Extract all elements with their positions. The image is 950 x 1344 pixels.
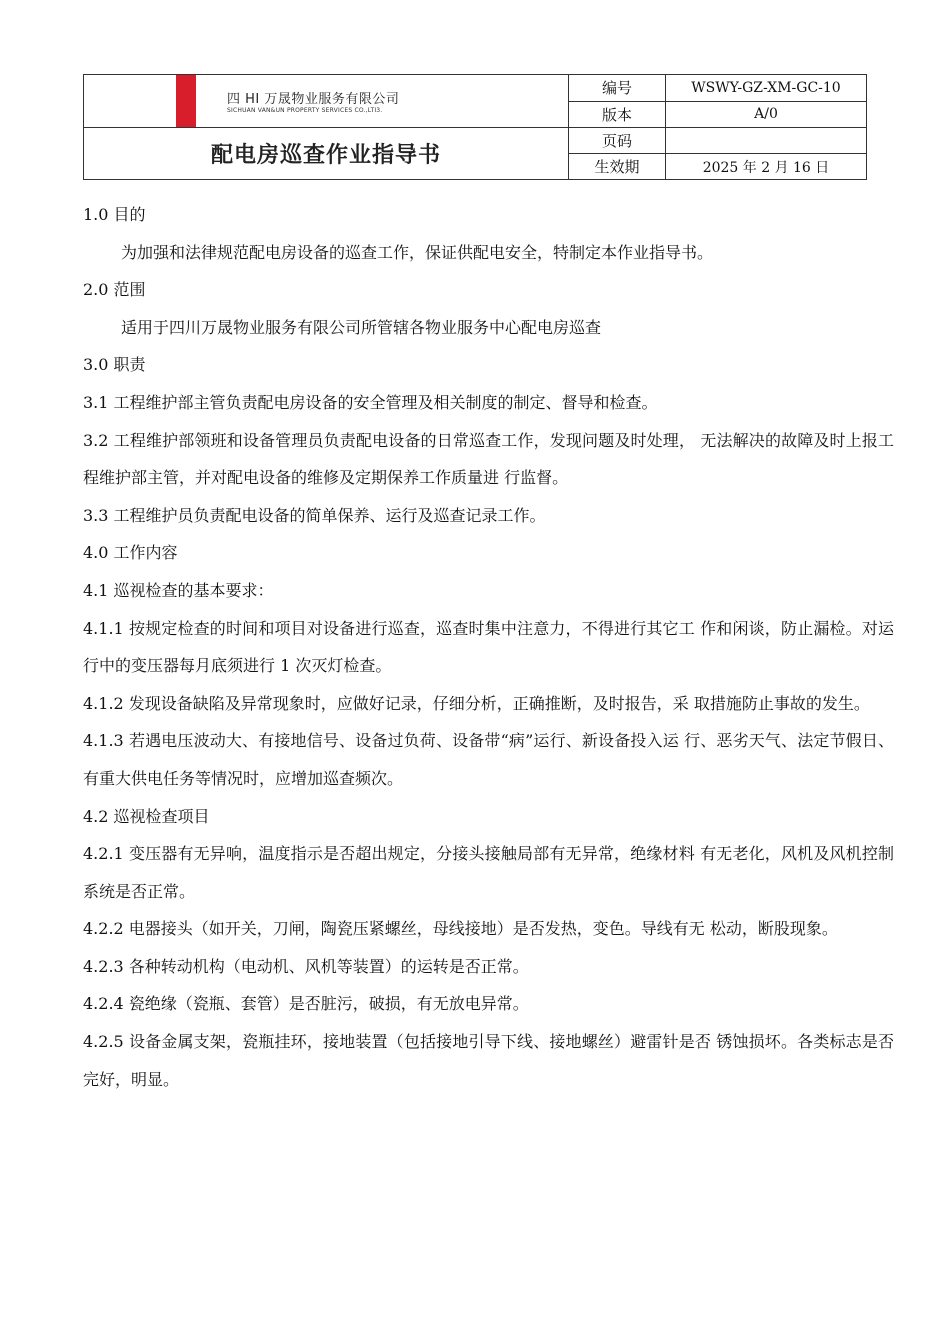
paragraph: 4.2.4 瓷绝缘（瓷瓶、套管）是否脏污，破损，有无放电异常。	[83, 994, 529, 1014]
paragraph: 4.1.3 若遇电压波动大、有接地信号、设备过负荷、设备带“病”运行、新设备投入运 行、恶劣天气、法定节假日、有重大供电任务等情况时，应增加巡查频次。	[83, 731, 894, 788]
field-label-number: 编号	[569, 75, 666, 102]
paragraph: 4.0 工作内容	[83, 543, 178, 563]
paragraph: 3.3 工程维护员负责配电设备的简单保养、运行及巡查记录工作。	[83, 505, 546, 525]
field-value-page	[666, 128, 867, 154]
paragraph: 适用于四川万晟物业服务有限公司所管辖各物业服务中心配电房巡查	[121, 317, 602, 337]
field-value-version: A/0	[666, 101, 867, 128]
paragraph: 为加强和法律规范配电房设备的巡查工作，保证供配电安全，特制定本作业指导书。	[121, 242, 714, 262]
paragraph: 4.2.5 设备金属支架，瓷瓶挂环，接地装置（包括接地引导下线、接地螺丝）避雷针是否 锈蚀损坏。各类标志是否完好，明显。	[83, 1032, 894, 1089]
company-name-cn: 四 HI 万晟物业服务有限公司	[227, 92, 400, 107]
field-value-number: WSWY-GZ-XM-GC-10	[666, 75, 867, 102]
paragraph: 3.1 工程维护部主管负责配电房设备的安全管理及相关制度的制定、督导和检查。	[83, 392, 658, 412]
paragraph: 4.1.1 按规定检查的时间和项目对设备进行巡查，巡查时集中注意力，不得进行其它工 作和闲谈，防止漏检。对运行中的变压器每月底须进行 1 次灭灯检查。	[83, 618, 894, 676]
field-label-version: 版本	[569, 101, 666, 128]
document-header	[83, 74, 867, 180]
document-body	[83, 196, 894, 1098]
paragraph: 4.2.2 电器接头（如开关，刀闸，陶瓷压紧螺丝，母线接地）是否发热，变色。导线有无 松动，断股现象。	[83, 919, 838, 939]
paragraph: 1.0 目的	[83, 205, 146, 224]
company-logo	[84, 75, 568, 127]
field-value-effective-date: 2025 年 2 月 16 日	[666, 154, 867, 180]
paragraph: 4.2.3 各种转动机构（电动机、风机等装置）的运转是否正常。	[83, 956, 529, 976]
logo-cell	[84, 75, 569, 128]
field-label-page: 页码	[569, 128, 666, 154]
paragraph: 3.2 工程维护部领班和设备管理员负责配电设备的日常巡查工作，发现问题及时处理， 无法解决的故障及时上报工程维护部主管，并对配电设备的维修及定期保养工作质量进 行监督。	[83, 430, 894, 488]
paragraph: 4.1.2 发现设备缺陷及异常现象时，应做好记录，仔细分析，正确推断，及时报告，采 取措施防止事故的发生。	[83, 693, 870, 713]
paragraph: 3.0 职责	[83, 355, 146, 375]
field-label-effective-date: 生效期	[569, 154, 666, 180]
logo-red-block	[176, 75, 196, 127]
paragraph: 4.2.1 变压器有无异响，温度指示是否超出规定，分接头接触局部有无异常，绝缘材料 有无老化，风机及风机控制系统是否正常。	[83, 844, 894, 901]
paragraph: 4.1 巡视检查的基本要求：	[83, 580, 274, 600]
document-title: 配电房巡查作业指导书	[84, 128, 569, 180]
paragraph: 4.2 巡视检查项目	[83, 806, 210, 826]
company-name-en: SICHUAN VAN&UN PROPERTY SERVICES CO.,LTI3.	[227, 107, 383, 114]
paragraph: 2.0 范围	[83, 280, 146, 300]
